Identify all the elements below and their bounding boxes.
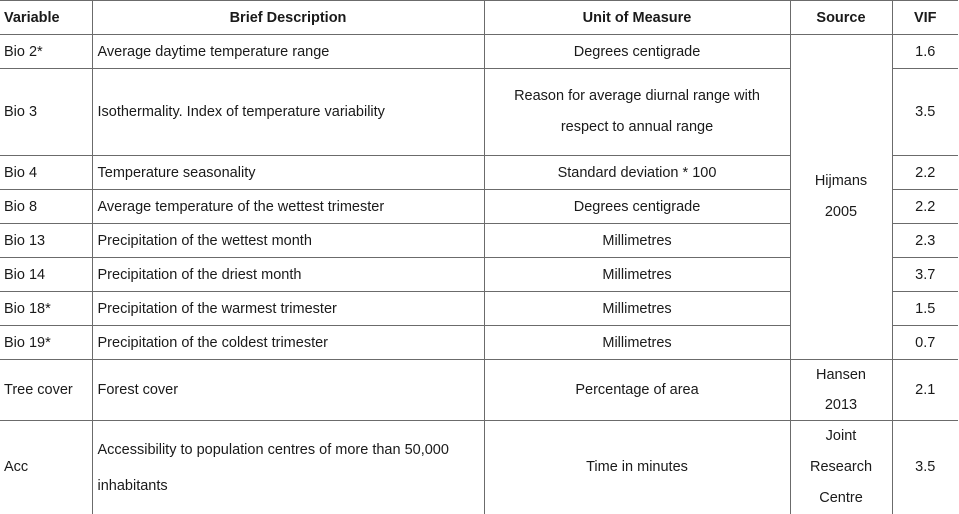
cell-source-merged (790, 35, 892, 360)
cell-description: Forest cover (92, 360, 484, 421)
header-row (0, 1, 958, 35)
cell-variable: Bio 18* (0, 292, 92, 326)
cell-description: Isothermality. Index of temperature variability (92, 69, 484, 156)
cell-vif: 2.3 (892, 224, 958, 258)
cell-unit: Time in minutes (484, 421, 790, 514)
table-row (0, 421, 958, 514)
cell-variable: Bio 4 (0, 156, 92, 190)
cell-description: Precipitation of the warmest trimester (92, 292, 484, 326)
cell-vif: 3.5 (892, 421, 958, 514)
cell-description: Average temperature of the wettest trimester (92, 190, 484, 224)
header-description: Brief Description (92, 1, 484, 35)
table-row (0, 35, 958, 69)
source-line: Research (809, 459, 873, 475)
cell-unit: Millimetres (484, 224, 790, 258)
cell-description: Precipitation of the wettest month (92, 224, 484, 258)
cell-variable: Bio 13 (0, 224, 92, 258)
header-vif: VIF (892, 1, 958, 35)
cell-description: Precipitation of the coldest trimester (92, 326, 484, 360)
source-line: Joint (825, 428, 857, 444)
cell-source (790, 421, 892, 514)
source-line: 2005 (824, 204, 858, 220)
cell-variable: Bio 8 (0, 190, 92, 224)
cell-unit: Millimetres (484, 326, 790, 360)
cell-description: Average daytime temperature range (92, 35, 484, 69)
cell-vif: 2.2 (892, 156, 958, 190)
description-line: Accessibility to population centres of more than 50,000 (97, 441, 449, 458)
cell-vif: 2.2 (892, 190, 958, 224)
header-variable: Variable (0, 1, 92, 35)
description-line: inhabitants (97, 477, 168, 494)
cell-unit: Degrees centigrade (484, 190, 790, 224)
cell-vif: 2.1 (892, 360, 958, 421)
header-unit: Unit of Measure (484, 1, 790, 35)
cell-unit: Millimetres (484, 292, 790, 326)
cell-unit: Standard deviation * 100 (484, 156, 790, 190)
cell-unit: Millimetres (484, 258, 790, 292)
cell-variable: Bio 2* (0, 35, 92, 69)
cell-description (92, 421, 484, 514)
cell-description: Temperature seasonality (92, 156, 484, 190)
table-row (0, 360, 958, 421)
cell-variable: Bio 14 (0, 258, 92, 292)
source-line: Hansen (816, 367, 866, 383)
cell-vif: 1.6 (892, 35, 958, 69)
cell-variable: Bio 3 (0, 69, 92, 156)
unit-line: Reason for average diurnal range with (514, 88, 760, 104)
source-line: 2013 (824, 397, 858, 413)
cell-source (790, 360, 892, 421)
header-source: Source (790, 1, 892, 35)
cell-variable: Acc (0, 421, 92, 514)
cell-vif: 3.7 (892, 258, 958, 292)
cell-description: Precipitation of the driest month (92, 258, 484, 292)
source-line: Hijmans (814, 173, 868, 189)
cell-variable: Bio 19* (0, 326, 92, 360)
source-line: Centre (819, 490, 863, 506)
unit-line: respect to annual range (560, 119, 714, 135)
cell-vif: 1.5 (892, 292, 958, 326)
cell-unit: Degrees centigrade (484, 35, 790, 69)
cell-variable: Tree cover (0, 360, 92, 421)
cell-unit: Percentage of area (484, 360, 790, 421)
cell-vif: 3.5 (892, 69, 958, 156)
cell-vif: 0.7 (892, 326, 958, 360)
cell-unit (484, 69, 790, 156)
